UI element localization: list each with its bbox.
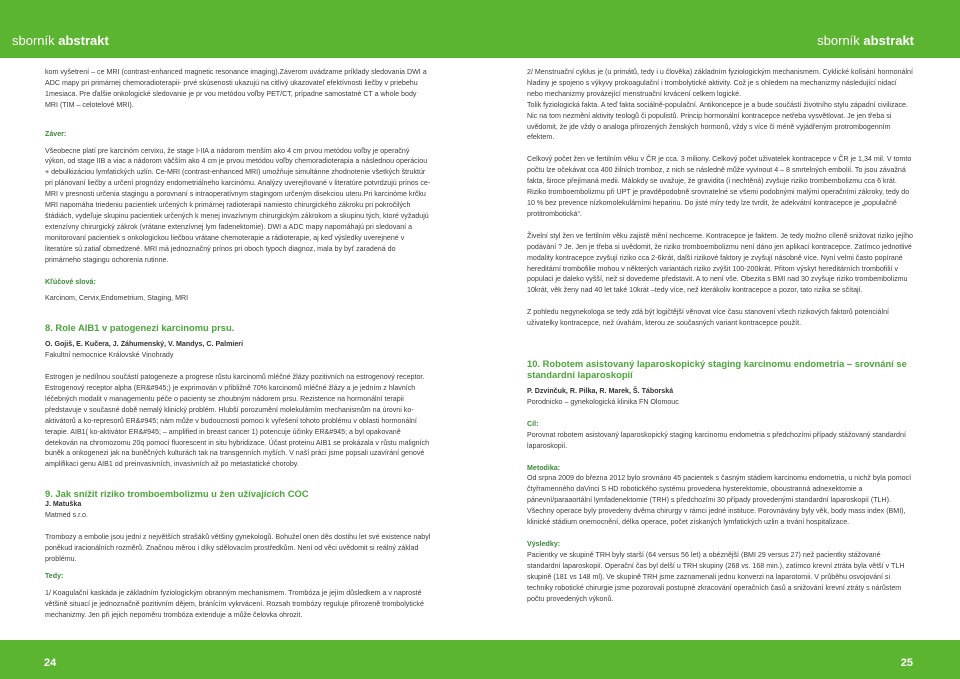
page-number-right: 25: [900, 657, 913, 669]
header-right-a: sborník: [817, 33, 860, 48]
header-left: [12, 33, 109, 48]
right-column: [527, 67, 913, 604]
page-divider: [479, 58, 480, 638]
abstract-9-affiliation: Matmed s.r.o.: [45, 511, 88, 520]
cil-text: Porovnat robotem asistovaný laparoskopický staging karcinomu endometria s předchozími případy stážovaný standardní laparoskopií.: [527, 430, 906, 450]
abstract-8-authors: O. Gojiš, E. Kučera, J. Záhumenský, V. Mandys, C. Palmieri: [45, 340, 244, 349]
vysledky-heading: Výsledky:: [527, 540, 561, 548]
page-number-left: 24: [44, 657, 57, 669]
vysledky-text: Pacientky ve skupině TRH byly starší (64 versus 56 let) a obéznější (BMI 29 versus 27) než pacientky stážované standardní laparoskopií. Operační čas byl delší u TRH skupiny (268 vs. 168 min.), zatímco krevní ztráta byla větší v TLH skupině (181 vs 148 ml). Ve skupině TRH jsme zaznamenali jednu konverzi na laparotomii. V průběhu osvojování si techniky robotické chirurgie jsme pozorovali postupné zkracování operačních časů a snižování krevní ztráty s nárůstem počtu provedených výkonů.: [527, 550, 905, 603]
header-right-b: abstrakt: [863, 33, 914, 48]
tedy-text: 1/ Koagulační kaskáda je základním fyziologickým obranným mechanismem. Trombóza je jejím důsledkem a v naprosté většině situací je jednoznačně pozitivním dějem, bránícím vykrvácení. Rozsah trombózy reguluje přirozeně trombolytické mechanizmy. Jen při jejich nepoměru trombóza extenduje a může čelovka ohrozit.: [45, 588, 424, 619]
intro-text: kom vyšetrení – ce MRI (contrast-enhanced magnetic resonance imaging).Záverom uvádzame príklady sledovania DWI a ADC mapy pri primárnej chemoradioterapii- prvé skúsenosti ukazujú na citlivý ukazovateľ efektívnosti liečby v priebehu 1mesiaca. Pre ďalšie onkologické sledovanie je pr vou metódou voľby PET/CT, prípadne samostatné CT a whole body MRI (TIM – celotelové MRI).: [45, 68, 427, 109]
abstract-9-title: 9. Jak snížit riziko tromboembolizmu u žen užívajících COC: [45, 488, 309, 500]
abstract-9-authors: J. Matuška: [45, 500, 82, 509]
keywords-text: Karcinom, Cervix,Endometrium, Staging, MRI: [45, 294, 189, 303]
header-left-a: sborník: [12, 33, 55, 48]
right-para-5: Z pohledu negynekologa se tedy zdá být logičtější věnovat více času stanovení všech rizikových faktorů potenciální uživatelky kontracepce, než úvahám, kterou ze současných variant kontracepce použít.: [527, 308, 889, 328]
zaver-text: Všeobecne platí pre karcinóm cervixu, že stage I-IIA a nádorom menším ako 4 cm prvou metódou voľby je operačný výkon, od stage IIB a viac a nádorom väčším ako 4 cm je prvou metódou voľby chemoradioterapia a následnou operáciou + debulkizáciou lymfatických uzlín. Ce-MRI (contrast-enhanced MRI) umožňuje simultánne zhodnotenie všetkých štruktúr pri plánovaní liečby a určení prognózy endometriálneho karcinómu. Analýzy uverejňované v literatúre potvrdzujú prínos ce-MRI v presnosti určenia stagingu a porovnaní s intraoperatívnym stagingom určeným disekciou uteru.Pri karcinóme krčku MRI napomáha triedeniu pacientiek určených k primárnej radioterapii namiesto chirurgického zákroku pri pokročilých štádiách, vydeľuje skupinu pacientiek určených k menej invazívnym chirurgickým zákrokom a skupinu tých, ktoré vyžadujú extenzívny chirurgický zákrok (vrátane extenzívnej lym fadenektomie). DWI a ADC mapy napomáhajú pri sledovaní a monitorovaní pacientiek s onkologickou liečbou vrátane chemoterapie a rádioterapie, aj keď výsledky uverejnené v literatúre sú zatiaľ obmedzené. MRI má jednoznačný prínos pri oboch typoch diagnoz, mala by byť zaradená do primárneho stagingu ochorenia rutinne.: [45, 146, 431, 264]
abstract-10-authors: P. Dzvinčuk, R. Pilka, R. Marek, Š. Táborská: [527, 387, 674, 396]
abstract-10-affiliation: Porodnicko – gynekologická klinika FN Olomouc: [527, 397, 679, 406]
zaver-heading: Záver:: [45, 129, 67, 138]
right-para-1: 2/ Menstruační cyklus je (u primátů, tedy i u člověka) základním fyziologickým mechanismem. Cyklické kolísání hormonální hladiny je spojeno s výkyvy prokoagulační i trombolytické aktivity. Což je s ohledem na mechanizmy následující nidací nebo mechanizmy provázející menstruační krvácení celkem logické.: [527, 68, 913, 98]
right-para-4: Živelní styl žen ve fertilním věku zajistě mění nechceme. Kontracepce je faktem. Je tedy možno cíleně snižovat riziko jejího podávání ? Je. Jen je třeba si uvědomit, že riziko tromboembolizmu není dáno jen aplikací kontracepce. Zatímco jednotlivé modality kontracepce zvyšují riziko cca 2-6krát, další rizikové faktory je zvyšují násobně více. Nyní velmi často popírané hereditární trombofilie mohou v některých variantách riziko zvýšit 100-200krát. Přitom výskyt hereditárních trombofilií v populaci je daleko vyšší, než si dovedeme představit. A to není vše. Obezita s BMI nad 30 zvyšuje riziko trombembolizmu 10krát, věk ženy nad 40 let také 10krát –tedy více, než kterákoliv kontracepce a pozor, tato rizika se sčítají.: [527, 231, 913, 295]
tedy-heading: Tedy:: [45, 571, 64, 580]
footer-bar: [0, 640, 960, 679]
abstract-8-affiliation: Fakultní nemocnice Královské Vinohrady: [45, 351, 174, 360]
right-para-2: Tolik fyziologická fakta. A teď fakta sociálně-populační. Antikoncepce je a bude součástí životního stylu západní civilizace. Nic na tom nezmění aktivity teologů či populistů. Princip hormonální kontracepce netřeba vysvětlovat. Je jen třeba si uvědomit, že jde vždy o analoga přirozených ženských hormonů, vždy s více či méně vyjádřeným protrombogenním efektem.: [527, 100, 908, 142]
abstract-8-title: 8. Role AIB1 v patogenezi karcinomu prsu.: [45, 322, 235, 334]
keywords-heading: Kľúčové slová:: [45, 277, 96, 286]
abstract-10-title: 10. Robotem asistovaný laparoskopický staging karcinomu endometria – srovnání se standardní laparoskopií: [527, 358, 907, 381]
right-para-3: Celkový počet žen ve fertilním věku v ČR je cca. 3 miliony. Celkový počet uživatelek kontracepce v ČR je 1,34 mil. V tomto počtu lze očekávat cca 400 žilních tromboz, z nich se následně může vyvinout 4 – 8 smrtelných embolií. To jsou závažná fakta, široce přejímaná medii. Málokdy se uvažuje, že gravidita (i nechtěná) zvyšuje riziko trombembolizmu cca 6 krát. Riziko tromboembolizmu při UPT je pravděpodobně srovnatelné se všemi podobnými malými operačními zákroky, tedy do 10 % bez prevence nízkomolekulárními heparinu. Do jisté míry tedy lze tvrdit, že adekvátní kontracepce je „populačně protitrombotická“.: [527, 155, 912, 218]
abstract-9-text: Trombozy a embolie jsou jedni z největších strašáků většiny gynekologů. Bohužel onen děs dostihu let své existence nabyl poněkud iracionálních rozměrů. Značnou měrou i díky sdělovacím prostředkům. Není od věci uvědomit si reálný základ problému.: [45, 533, 431, 563]
cil-heading: Cíl:: [527, 419, 539, 428]
header-left-b: abstrakt: [58, 33, 109, 48]
metodika-heading: Metodika:: [527, 463, 561, 472]
metodika-text: Od srpna 2009 do března 2012 bylo srovnáno 45 pacientek s časným stádiem karcinomu endometria, u nichž byla pomocí čtyřramenného daVinci S HD robotického systému provedena hysterektomie, oboustranná adnexektomie a pánevní/paraaortální lymfadenektomie (TRH) s předchozími 30 případy provedenými standardní laparoskopií (TLH). Všechny operace byly provedeny dvěma chirurgy v rámci jedné instituce. Porovnávány byly věk, body mass index (BMI), klinické stádium onemocnění, délka operace, počet získaných lymfatických uzlin a trvání hospitalizace.: [527, 474, 912, 527]
header-right: [817, 33, 914, 48]
header-bar: [0, 0, 960, 58]
abstract-8-text: Estrogen je nedílnou součástí patogeneze a progrese růstu karcinomů mléčné žlázy pozitivních na estrogenový receptor. Estrogenový receptor alpha (ER&#945;) je exprimován v přibližně 70% karcinomů mléčné žlázy a je jedním z hlavních léčebných modalit v managementu péče o pacienty se zhoubným nádorem prsu. Rezistence na hormonální terapii představuje v současné době nemalý klinický problém. Hlubší porozumění molekulárním mechanismům na úrovni ko-aktivátorů a ko-represorů ER&#945; nám může v budoucnosti pomoci k vyřešení tohoto problému v oblasti hormonální terapie. AIB1( ko-aktivátor ER&#945; – amplified in breast cancer 1) potencuje účinky ER&#945; a byl opakovaně detekován na chromozomu 20q pomocí fluorescent in situ hybridizace. Účast proteinu AIB1 se prokázala v růstu maligních buněk a onkogenezi jak na buněčných kulturách tak na transgenních myších. V naší práci jsme popsali uzavírání genové amplifikaci genu AIB1 od preinvasivních, invasivních až po metastatické choroby.: [45, 373, 430, 469]
left-column: [45, 67, 431, 620]
